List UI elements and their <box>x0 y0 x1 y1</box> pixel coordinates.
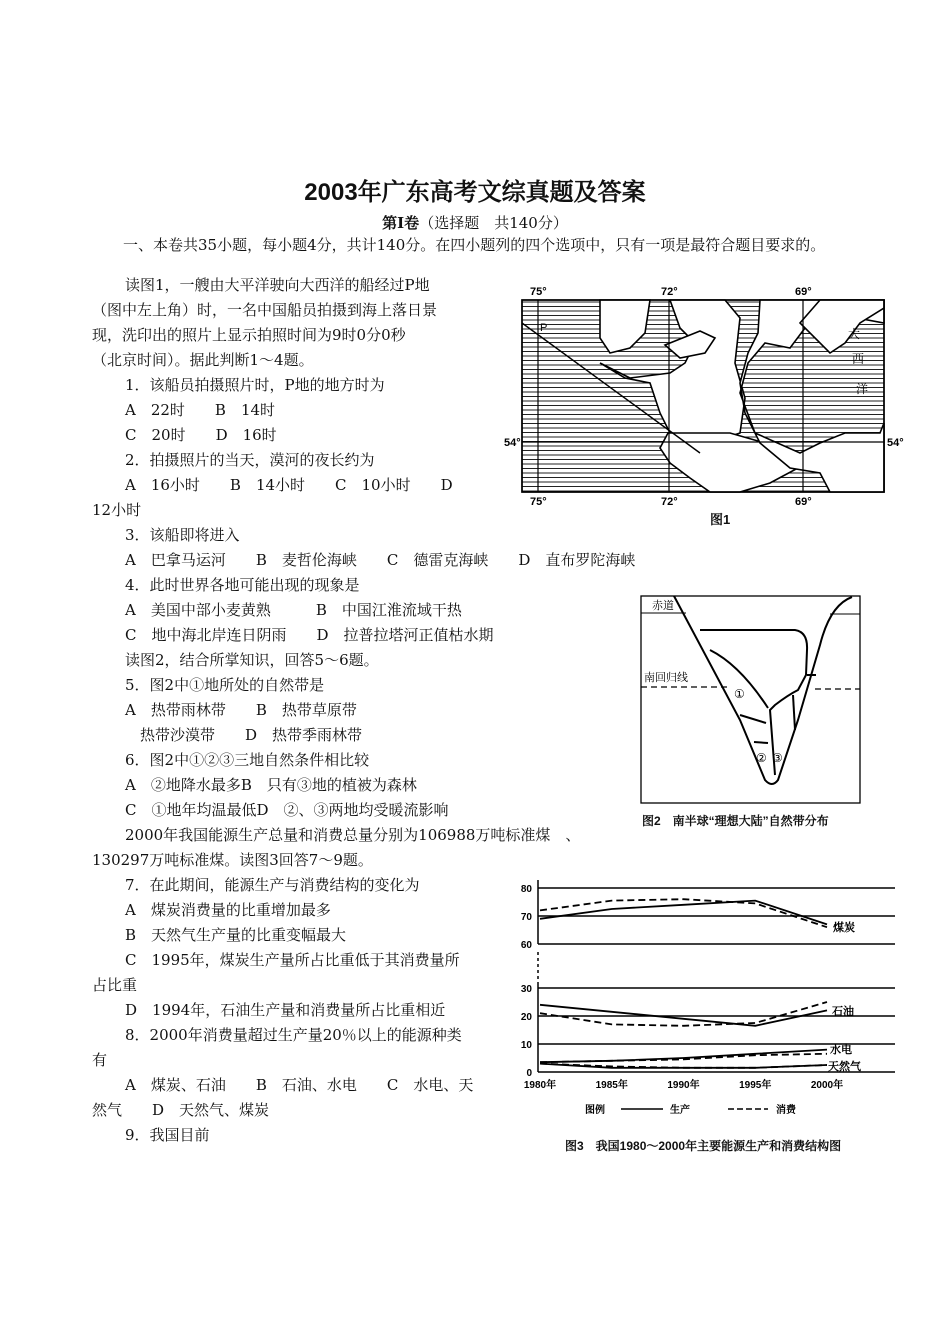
text-line: C 地中海北岸连日阴雨 D 拉普拉塔河正值枯水期 <box>125 626 494 644</box>
series-label: 水电 <box>830 1044 852 1056</box>
lon-label-72-bottom: 72° <box>661 496 678 508</box>
figure-1-caption: 图1 <box>710 512 731 527</box>
x-tick-label: 2000年 <box>810 1080 844 1091</box>
ocean-label-2: 西 <box>852 352 865 366</box>
text-line: 现，洗印出的照片上显示拍照时间为9时0分0秒 <box>92 326 406 344</box>
text-line: C 1995年，煤炭生产量所占比重低于其消费量所 <box>125 951 460 969</box>
text-line: 4．此时世界各地可能出现的现象是 <box>125 576 360 594</box>
y-tick-label: 60 <box>520 940 532 951</box>
energy-chart-svg <box>510 860 910 1120</box>
text-line: 2．拍摄照片的当天，漠河的夜长约为 <box>125 451 375 469</box>
figure-1-map <box>500 283 910 533</box>
text-line: B 天然气生产量的比重变幅最大 <box>125 926 347 944</box>
legend-consumption-label: 消费 <box>776 1105 796 1116</box>
text-line: 读图1，一艘由大平洋驶向大西洋的船经过P地 <box>125 276 430 294</box>
text-line: A 22时 B 14时 <box>125 401 276 419</box>
text-line: A ②地降水最多B 只有③地的植被为森林 <box>125 776 417 794</box>
point-p-label: P <box>540 322 548 334</box>
text-line: 然气 D 天然气、煤炭 <box>92 1101 270 1119</box>
text-line: 12小时 <box>92 501 142 519</box>
text-line: 占比重 <box>92 976 138 994</box>
lon-label-75-top: 75° <box>530 286 547 298</box>
text-line: 有 <box>92 1051 108 1069</box>
text-line: A 16小时 B 14小时 C 10小时 D <box>125 476 453 494</box>
series-label: 天然气 <box>828 1061 861 1073</box>
text-line: 6．图2中①②③三地自然条件相比较 <box>125 751 370 769</box>
text-line: 130297万吨标准煤。读图3回答7～9题。 <box>92 851 373 869</box>
text-line: A 煤炭、石油 B 石油、水电 C 水电、天 <box>125 1076 474 1094</box>
lon-label-69-top: 69° <box>795 286 812 298</box>
legend-production-label: 生产 <box>670 1105 690 1116</box>
series-label: 煤炭 <box>833 922 855 934</box>
instructions: 一、本卷共35小题，每小题4分，共计140分。在四小题列的四个选项中，只有一项是最符合题目要求的。 <box>123 236 826 254</box>
text-line: 读图2，结合所掌知识，回答5～6题。 <box>125 651 379 669</box>
text-line: A 热带雨林带 B 热带草原带 <box>125 701 357 719</box>
mark-1: ① <box>734 687 745 701</box>
equator-label: 赤道 <box>652 600 674 612</box>
text-line: 2000年我国能源生产总量和消费总量分别为106988万吨标准煤 、 <box>125 826 581 844</box>
lon-label-72-top: 72° <box>661 286 678 298</box>
y-tick-label: 0 <box>526 1068 532 1079</box>
x-tick-label: 1995年 <box>739 1080 772 1091</box>
lon-label-69-bottom: 69° <box>795 496 812 508</box>
x-tick-label: 1985年 <box>595 1080 628 1091</box>
lat-label-left: 54° <box>504 437 521 449</box>
y-tick-label: 20 <box>520 1012 532 1023</box>
text-line: （北京时间）。据此判断1～4题。 <box>92 351 314 369</box>
figure-3-chart <box>510 860 910 1160</box>
text-line: 5．图2中①地所处的自然带是 <box>125 676 325 694</box>
map-svg <box>500 283 910 533</box>
text-line: 1．该船员拍摄照片时，P地的地方时为 <box>125 376 385 394</box>
ocean-label-3: 洋 <box>856 382 869 396</box>
page-title: 2003年广东高考文综真题及答案 <box>304 179 646 206</box>
text-line: 7．在此期间，能源生产与消费结构的变化为 <box>125 876 420 894</box>
text-line: 8．2000年消费量超过生产量20％以上的能源种类 <box>125 1026 462 1044</box>
text-line: 3．该船即将进入 <box>125 526 240 544</box>
series-line-consumption <box>540 1002 827 1026</box>
section-name: 第I卷 <box>382 214 420 232</box>
text-line: C ①地年均温最低D ②、③两地均受暖流影响 <box>125 801 449 819</box>
lat-label-right: 54° <box>887 437 904 449</box>
figure-2-caption: 图2 南半球“理想大陆”自然带分布 <box>642 814 829 828</box>
legend-title: 图例 <box>585 1105 605 1116</box>
y-tick-label: 80 <box>520 884 532 895</box>
series-label: 石油 <box>832 1006 854 1018</box>
text-line: 9．我国目前 <box>125 1126 210 1144</box>
x-tick-label: 1990年 <box>667 1080 700 1091</box>
lon-label-75-bottom: 75° <box>530 496 547 508</box>
text-line: （图中左上角）时，一名中国船员拍摄到海上落日景 <box>92 301 438 319</box>
figure-3-caption: 图3 我国1980～2000年主要能源生产和消费结构图 <box>565 1139 842 1153</box>
y-tick-label: 70 <box>520 912 532 923</box>
y-tick-label: 30 <box>520 984 532 995</box>
section-subtitle <box>0 212 950 233</box>
y-tick-label: 10 <box>520 1040 532 1051</box>
x-tick-label: 1980年 <box>523 1080 557 1091</box>
text-line: A 美国中部小麦黄熟 B 中国江淮流域干热 <box>125 601 462 619</box>
text-line: 热带沙漠带 D 热带季雨林带 <box>125 726 363 744</box>
figure-2-diagram <box>630 590 880 835</box>
text-line: D 1994年，石油生产量和消费量所占比重相近 <box>125 1001 446 1019</box>
tropic-label: 南回归线 <box>644 672 688 684</box>
text-line: A 巴拿马运河 B 麦哲伦海峡 C 德雷克海峡 D 直布罗陀海峡 <box>125 551 636 569</box>
series-line-production <box>540 1050 827 1063</box>
ocean-label-1: 大 <box>848 327 861 341</box>
text-line: A 煤炭消费量的比重增加最多 <box>125 901 331 919</box>
section-desc: （选择题 共140分） <box>419 214 568 232</box>
continent-svg <box>630 590 880 805</box>
mark-3: ③ <box>772 751 783 765</box>
text-line: C 20时 D 16时 <box>125 426 277 444</box>
mark-2: ② <box>756 751 767 765</box>
